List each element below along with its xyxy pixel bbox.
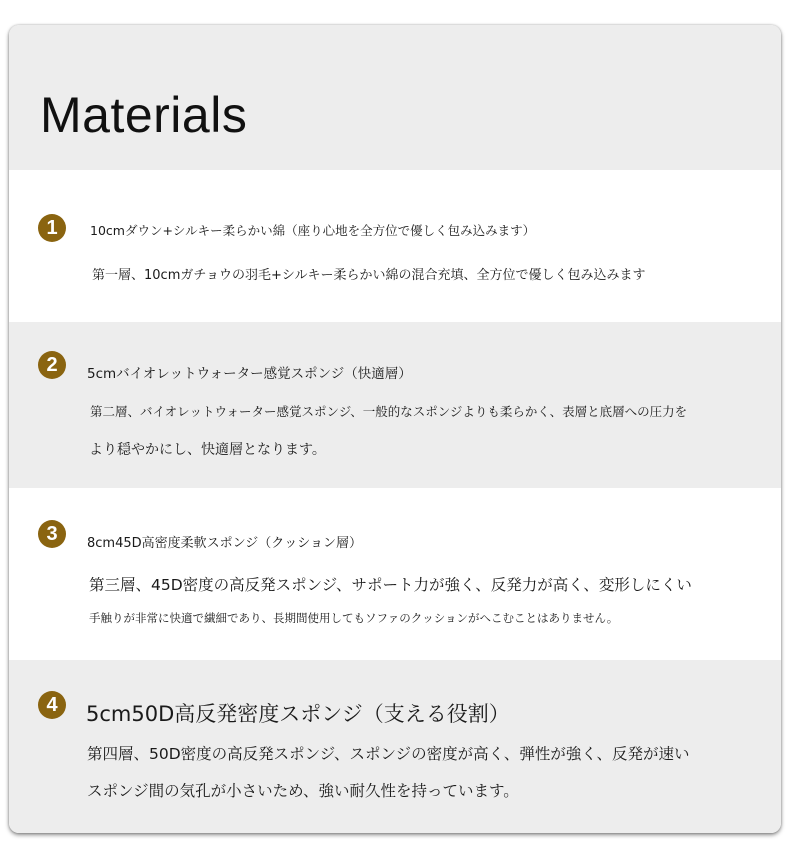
material-description: 第三層、45D密度の高反発スポンジ、サポート力が強く、反発力が高く、変形しにくい [89, 576, 692, 594]
material-description: 第一層、10cmガチョウの羽毛+シルキー柔らかい綿の混合充填、全方位で優しく包み込みます [92, 268, 646, 283]
page-title: Materials [40, 87, 248, 143]
step-number-badge: 1 [38, 214, 66, 242]
material-heading: 10cmダウン+シルキー柔らかい綿（座り心地を全方位で優しく包み込みます） [90, 223, 536, 238]
step-number-badge: 2 [38, 351, 66, 379]
material-section-4 [9, 660, 781, 833]
material-description: 手触りが非常に快適で繊細であり、長期間使用してもソファのクッションがへこむことはありません。 [89, 611, 619, 625]
step-number-badge: 3 [38, 520, 66, 548]
material-description: スポンジ間の気孔が小さいため、強い耐久性を持っています。 [87, 782, 519, 800]
material-heading: 5cm50D高反発密度スポンジ（支える役割） [86, 702, 510, 726]
materials-header [9, 25, 781, 170]
material-heading: 5cmバイオレットウォーター感覚スポンジ（快適層） [87, 366, 412, 382]
materials-card [9, 25, 781, 833]
material-section-2 [9, 322, 781, 488]
step-number-badge: 4 [38, 691, 66, 719]
material-description: より穏やかにし、快適層となります。 [89, 442, 326, 458]
material-heading: 8cm45D高密度柔軟スポンジ（クッション層） [87, 536, 363, 551]
material-description: 第二層、バイオレットウォーター感覚スポンジ、一般的なスポンジよりも柔らかく、表層と底層への圧力を [90, 404, 688, 419]
material-section-1 [9, 170, 781, 322]
material-description: 第四層、50D密度の高反発スポンジ、スポンジの密度が高く、弾性が強く、反発が速い [87, 745, 690, 763]
material-section-3 [9, 488, 781, 660]
